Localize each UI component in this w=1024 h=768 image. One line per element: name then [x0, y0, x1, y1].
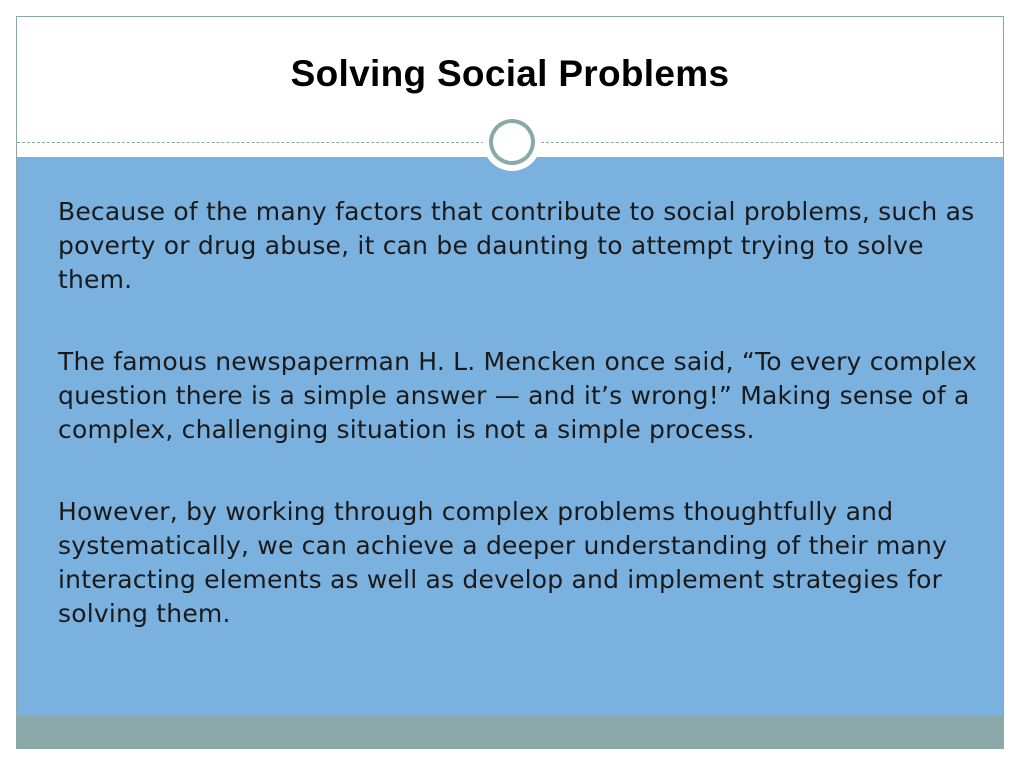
- ornament-core: [493, 123, 531, 161]
- slide: [16, 16, 1004, 749]
- body-text: [58, 195, 988, 679]
- footer-band: [17, 716, 1003, 749]
- paragraph-1: Because of the many factors that contribute to social problems, such as poverty or drug abuse, it can be daunting to attempt trying to solve them.: [58, 197, 975, 294]
- circle-ornament-icon: [483, 113, 541, 171]
- paragraph-2: The famous newspaperman H. L. Mencken once said, “To every complex question there is a simple answer — and it’s wrong!” Making sense of a complex, challenging situation is not a simple process.: [58, 347, 978, 444]
- slide-title: Solving Social Problems: [290, 53, 730, 94]
- paragraph-3: However, by working through complex problems thoughtfully and systematically, we can achieve a deeper understanding of their many interacting elements as well as develop and implement strategies for solving them.: [58, 497, 948, 628]
- ornament-ring: [489, 119, 535, 165]
